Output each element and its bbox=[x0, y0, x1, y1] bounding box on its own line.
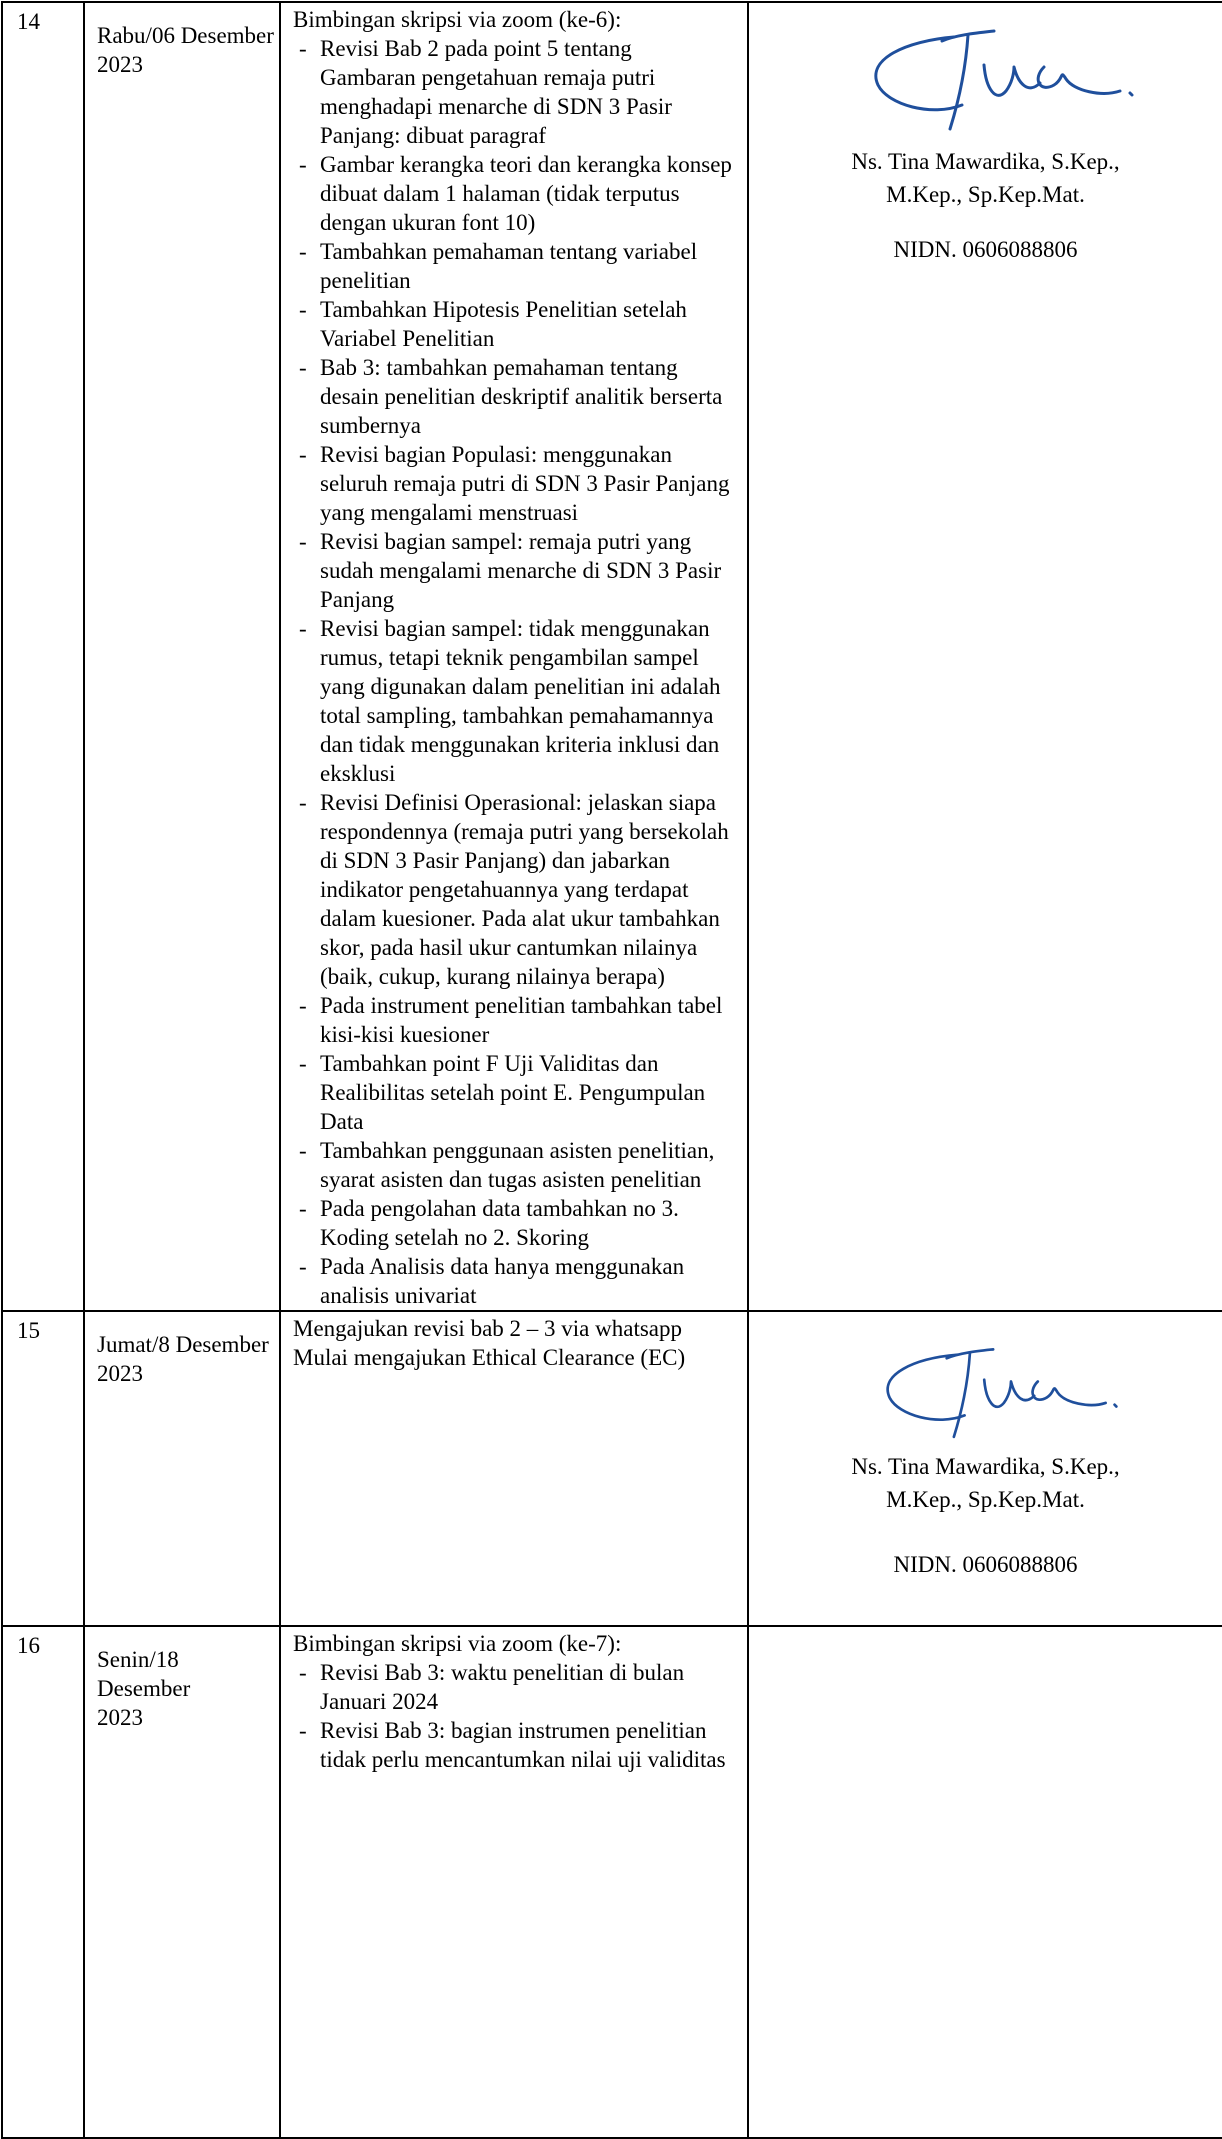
list-item: - Tambahkan point F Uji Validitas dan Realibilitas setelah point E. Pengumpulan Data bbox=[293, 1049, 733, 1136]
row-number-cell bbox=[2, 1311, 84, 1626]
list-item: - Bab 3: tambahkan pemahaman tentang desain penelitian deskriptif analitik berserta sumbernya bbox=[293, 353, 733, 440]
list-item: - Revisi Definisi Operasional: jelaskan siapa respondennya (remaja putri yang bersekolah di SDN 3 Pasir Panjang) dan jabarkan indikator pengetahuannya yang terdapat dalam kuesioner. Pada alat ukur tambahkan skor, pada hasil ukur cantumkan nilainya (baik, cukup, kurang nilainya berapa) bbox=[293, 788, 733, 991]
signer-title: M.Kep., Sp.Kep.Mat. bbox=[886, 1487, 1085, 1512]
activity-list bbox=[293, 34, 733, 1310]
date-line-1: Rabu/06 Desember bbox=[97, 23, 274, 48]
list-item: - Revisi Bab 3: bagian instrumen penelitian tidak perlu mencantumkan nilai uji validitas bbox=[293, 1716, 733, 1774]
signer-nidn: NIDN. 0606088806 bbox=[893, 237, 1078, 262]
list-item: - Revisi bagian sampel: tidak menggunakan rumus, tetapi teknik pengambilan sampel yang digunakan dalam penelitian ini adalah total sampling, tambahkan pemahamannya dan tidak menggunakan kriteria inklusi dan eksklusi bbox=[293, 614, 733, 788]
handwritten-signature-icon bbox=[836, 1344, 1136, 1444]
signer-nidn: NIDN. 0606088806 bbox=[893, 1552, 1078, 1577]
activity-list bbox=[293, 1658, 733, 1774]
list-item: - Pada pengolahan data tambahkan no 3. Koding setelah no 2. Skoring bbox=[293, 1194, 733, 1252]
list-item: - Revisi Bab 2 pada point 5 tentang Gambaran pengetahuan remaja putri menghadapi menarche di SDN 3 Pasir Panjang: dibuat paragraf bbox=[293, 34, 733, 150]
table-row bbox=[2, 1311, 1222, 1626]
list-item: - Gambar kerangka teori dan kerangka konsep dibuat dalam 1 halaman (tidak terputus dengan ukuran font 10) bbox=[293, 150, 733, 237]
date-line-2: 2023 bbox=[97, 52, 143, 77]
date-line-2: 2023 bbox=[97, 1705, 143, 1730]
activity-line: Mulai mengajukan Ethical Clearance (EC) bbox=[293, 1345, 686, 1370]
list-item: - Pada instrument penelitian tambahkan tabel kisi-kisi kuesioner bbox=[293, 991, 733, 1049]
consultation-log-table bbox=[1, 1, 1222, 2139]
row-number: 16 bbox=[17, 1633, 40, 1658]
activity-cell bbox=[280, 1311, 748, 1626]
list-item: - Tambahkan pemahaman tentang variabel penelitian bbox=[293, 237, 733, 295]
date-line-1: Senin/18 Desember bbox=[97, 1647, 191, 1701]
list-item: - Pada Analisis data hanya menggunakan analisis univariat bbox=[293, 1252, 733, 1310]
activity-heading: Bimbingan skripsi via zoom (ke-7): bbox=[293, 1631, 622, 1656]
signature-cell bbox=[748, 2, 1222, 1311]
table-row bbox=[2, 1626, 1222, 2138]
handwritten-signature-icon bbox=[836, 25, 1136, 137]
row-number: 15 bbox=[17, 1318, 40, 1343]
date-line-2: 2023 bbox=[97, 1361, 143, 1386]
date-cell bbox=[84, 1311, 280, 1626]
list-item: - Revisi Bab 3: waktu penelitian di bulan Januari 2024 bbox=[293, 1658, 733, 1716]
list-item: - Tambahkan Hipotesis Penelitian setelah Variabel Penelitian bbox=[293, 295, 733, 353]
list-item: - Revisi bagian Populasi: menggunakan seluruh remaja putri di SDN 3 Pasir Panjang yang mengalami menstruasi bbox=[293, 440, 733, 527]
row-number: 14 bbox=[17, 9, 40, 34]
activity-cell bbox=[280, 1626, 748, 2138]
list-item: - Revisi bagian sampel: remaja putri yang sudah mengalami menarche di SDN 3 Pasir Panjang bbox=[293, 527, 733, 614]
date-line-1: Jumat/8 Desember bbox=[97, 1332, 269, 1357]
date-cell bbox=[84, 2, 280, 1311]
activity-heading: Bimbingan skripsi via zoom (ke-6): bbox=[293, 7, 622, 32]
signature-cell bbox=[748, 1311, 1222, 1626]
list-item: - Tambahkan penggunaan asisten penelitian, syarat asisten dan tugas asisten penelitian bbox=[293, 1136, 733, 1194]
date-cell bbox=[84, 1626, 280, 2138]
signature-cell bbox=[748, 1626, 1222, 2138]
activity-cell bbox=[280, 2, 748, 1311]
row-number-cell bbox=[2, 1626, 84, 2138]
signer-name: Ns. Tina Mawardika, S.Kep., bbox=[851, 149, 1120, 174]
table-row bbox=[2, 2, 1222, 1311]
signer-name: Ns. Tina Mawardika, S.Kep., bbox=[851, 1454, 1120, 1479]
activity-line: Mengajukan revisi bab 2 – 3 via whatsapp bbox=[293, 1316, 682, 1341]
row-number-cell bbox=[2, 2, 84, 1311]
signer-title: M.Kep., Sp.Kep.Mat. bbox=[886, 182, 1085, 207]
